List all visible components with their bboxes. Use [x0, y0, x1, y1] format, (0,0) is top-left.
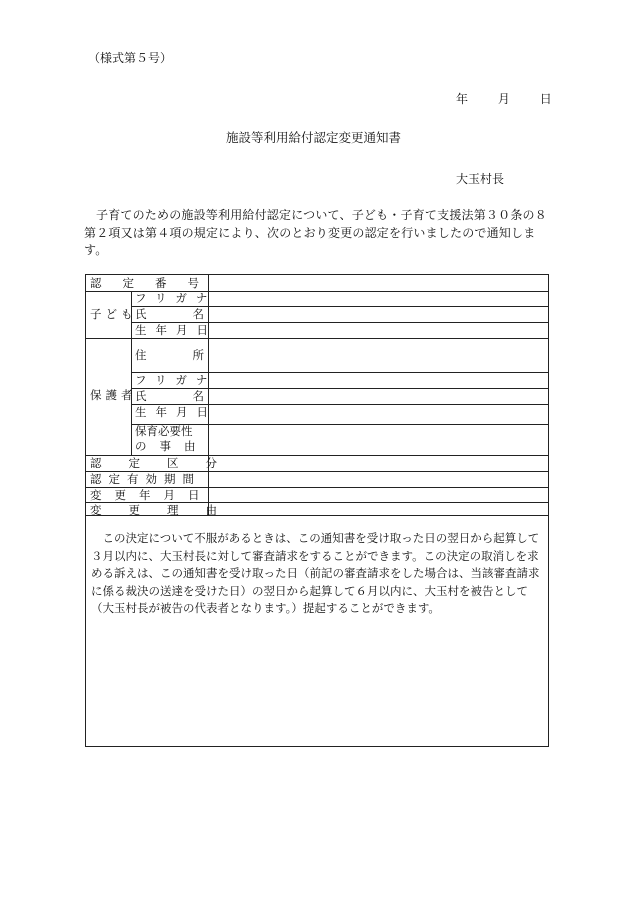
change-reason-label: 変更理由 — [90, 503, 244, 517]
cert-number-label — [90, 276, 220, 291]
guardian-birthdate-label: 生年月日 — [135, 405, 217, 419]
cert-category-label: 認定区分 — [90, 456, 244, 470]
change-date-label: 変更年月日 — [90, 488, 213, 502]
document-title: 施設等利用給付認定変更通知書 — [226, 130, 402, 145]
guardian-furigana-label: フリガナ — [135, 373, 217, 387]
guardian-name-label: 氏名 — [135, 389, 250, 403]
child-name-label: 氏名 — [135, 307, 250, 321]
child-birthdate-label: 生年月日 — [135, 323, 217, 337]
info-table — [85, 274, 549, 516]
guardian-reason-label-1: 保育必要性 — [135, 424, 193, 438]
form-number: （様式第５号） — [88, 51, 173, 65]
issuer: 大玉村長 — [456, 172, 505, 186]
guardian-group-label: 保護者 — [90, 388, 137, 402]
validity-period-label: 認定有効期間 — [90, 472, 201, 486]
guardian-reason-label-2: の事由 — [135, 439, 209, 453]
cert-number-text: 認定番号 — [90, 276, 220, 290]
child-furigana-label: フリガナ — [135, 291, 217, 305]
notice-body: 子育てのための施設等利用給付認定について、子ども・子育て支援法第３０条の８第２項又は第４項の規定により、次のとおり変更の認定を行いましたので通知します。 — [84, 208, 547, 257]
guardian-address-label: 住所 — [135, 348, 250, 362]
date-line — [456, 90, 552, 107]
child-group-label: 子ども — [90, 307, 137, 321]
appeal-notice-box — [85, 515, 549, 747]
date-month-label: 月 — [497, 92, 510, 106]
date-year-label: 年 — [456, 92, 469, 106]
date-day-label: 日 — [539, 92, 552, 106]
appeal-notice-text: この決定について不服があるときは、この通知書を受け取った日の翌日から起算して３月以内に、大玉村長に対して審査請求をすることができます。この決定の取消しを求める訴えは、この通知書を受け取った日（前記の審査請求をした場合は、当該審査請求に係る裁決の送達を受けた日）の翌日から起算して６月以内に、大玉村を被告として（大玉村長が被告の代表者となります。）提起することができます。 — [91, 531, 540, 615]
